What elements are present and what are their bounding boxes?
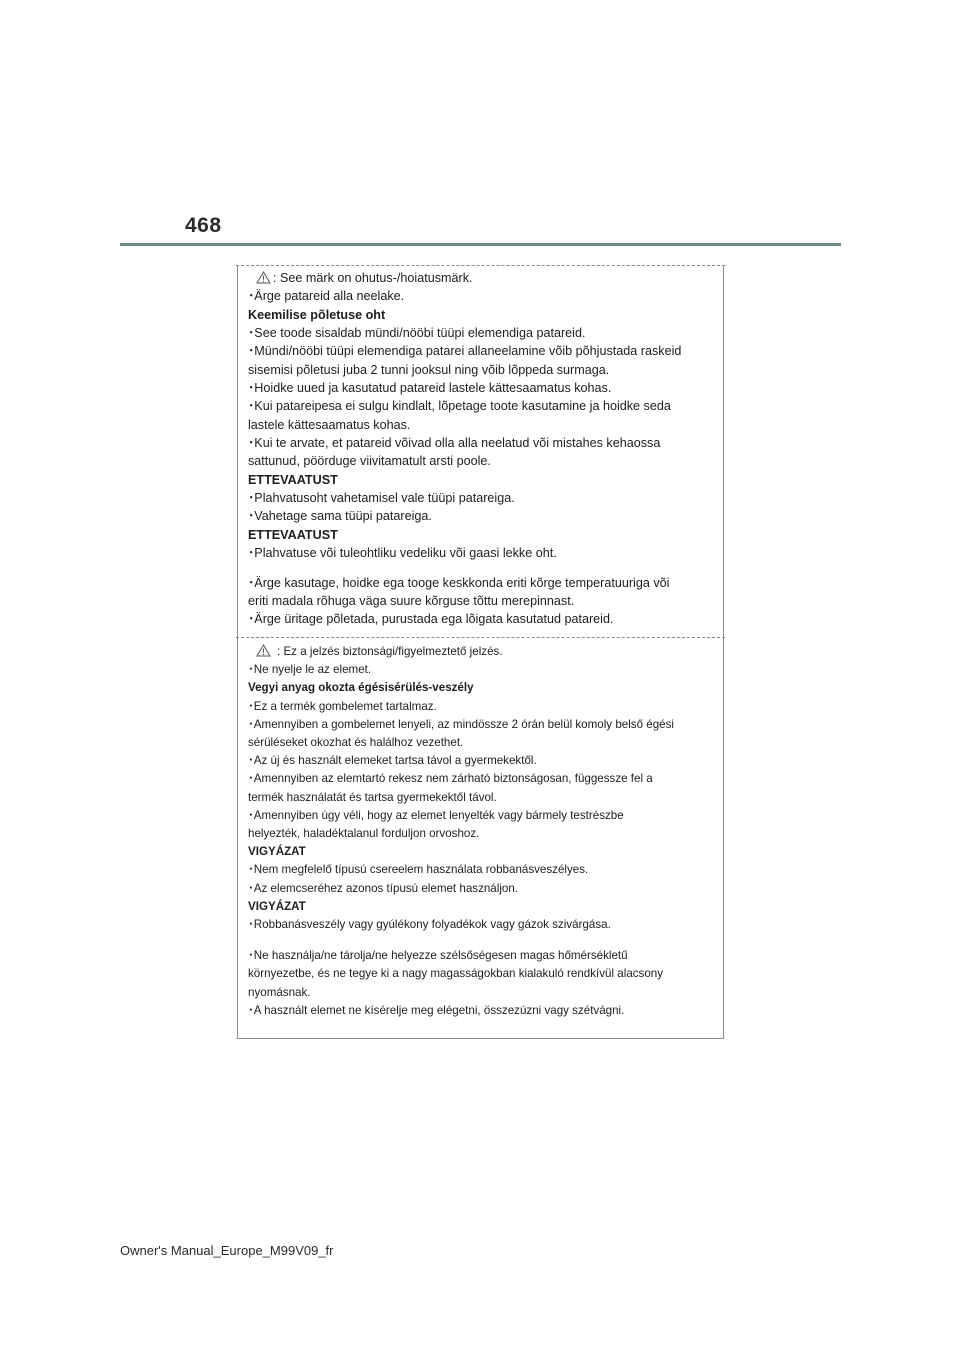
page-number: 468: [185, 214, 222, 237]
hungarian-warning-section: [248, 643, 715, 1020]
line: ･Kui patareipesa ei sulgu kindlalt, lõpetage toote kasutamine ja hoidke seda: [248, 399, 671, 414]
line: környezetbe, és ne tegye ki a nagy magasságokban kialakuló rendkívül alacsony: [248, 967, 664, 981]
spacer: [248, 563, 715, 574]
line: ･Nem megfelelő típusú csereelem használata robbanásveszélyes.: [248, 863, 589, 877]
line: ･A használt elemet ne kísérelje meg elégetni, összezúzni vagy szétvágni.: [248, 1003, 625, 1017]
line: ･Ne nyelje le az elemet.: [248, 663, 372, 677]
warning-triangle-icon: [256, 644, 271, 657]
hazard-heading: Vegyi anyag okozta égésisérülés-veszély: [248, 681, 474, 695]
line: ･Hoidke uued ja kasutatud patareid lastele kättesaamatus kohas.: [248, 381, 612, 396]
line: ･Ärge üritage põletada, purustada ega lõigata kasutatud patareid.: [248, 612, 614, 627]
hungarian-symbol-text: : Ez a jelzés biztonsági/figyelmeztető jelzés.: [277, 645, 503, 658]
line: ･Amennyiben az elemtartó rekesz nem zárható biztonságosan, függessze fel a: [248, 772, 653, 786]
warning-label-box: [237, 265, 724, 1039]
line: ･Ne használja/ne tárolja/ne helyezze szélsőségesen magas hőmérsékletű: [248, 949, 628, 963]
line: ･Vahetage sama tüüpi patareiga.: [248, 509, 432, 524]
header-rule: [120, 243, 841, 246]
line: lastele kättesaamatus kohas.: [248, 417, 411, 432]
hungarian-symbol-line: [248, 643, 715, 661]
caution-heading: VIGYÁZAT: [248, 899, 306, 913]
line: ･Kui te arvate, et patareid võivad olla alla neelatud või mistahes kehaossa: [248, 436, 661, 451]
footer-manual-id: Owner's Manual_Europe_M99V09_fr: [120, 1243, 334, 1258]
caution-heading: ETTEVAATUST: [248, 527, 338, 542]
line: ･See toode sisaldab mündi/nööbi tüüpi elemendiga patareid.: [248, 326, 586, 341]
warning-triangle-icon: [256, 271, 271, 284]
line: ･Robbanásveszély vagy gyúlékony folyadékok vagy gázok szivárgása.: [248, 918, 611, 932]
line: ･Plahvatusoht vahetamisel vale tüüpi patareiga.: [248, 491, 515, 506]
line: ･Amennyiben úgy véli, hogy az elemet lenyelték vagy bármely testrészbe: [248, 808, 624, 822]
caution-heading: VIGYÁZAT: [248, 845, 306, 859]
line: ･Amennyiben a gombelemet lenyeli, az mindössze 2 órán belül komoly belső égési: [248, 717, 674, 731]
line: ･Az elemcseréhez azonos típusú elemet használjon.: [248, 881, 519, 895]
line: ･Ärge patareid alla neelake.: [248, 289, 405, 304]
estonian-symbol-text: : See märk on ohutus-/hoiatusmärk.: [273, 271, 473, 285]
line: ･Az új és használt elemeket tartsa távol a gyermekektől.: [248, 754, 537, 768]
hazard-heading: Keemilise põletuse oht: [248, 307, 386, 322]
line: ･Ez a termék gombelemet tartalmaz.: [248, 699, 437, 713]
estonian-warning-section: [248, 269, 715, 629]
line: nyomásnak.: [248, 985, 311, 999]
caution-heading: ETTEVAATUST: [248, 472, 338, 487]
section-divider: [236, 637, 725, 638]
line: eriti madala rõhuga väga suure kõrguse tõttu merepinnast.: [248, 593, 575, 608]
line: helyezték, haladéktalanul forduljon orvoshoz.: [248, 827, 480, 841]
line: sérüléseket okozhat és halálhoz vezethet.: [248, 736, 464, 750]
line: sisemisi põletusi juba 2 tunni jooksul ning võib lõppeda surmaga.: [248, 362, 610, 377]
line: ･Mündi/nööbi tüüpi elemendiga patarei allaneelamine võib põhjustada raskeid: [248, 344, 682, 359]
line: sattunud, pöörduge viivitamatult arsti poole.: [248, 454, 491, 469]
estonian-symbol-line: [248, 269, 715, 287]
line: ･Plahvatuse või tuleohtliku vedeliku või gaasi lekke oht.: [248, 546, 557, 561]
line: termék használatát és tartsa gyermekektől távol.: [248, 790, 497, 804]
spacer: [248, 934, 715, 947]
line: ･Ärge kasutage, hoidke ega tooge keskkonda eriti kõrge temperatuuriga või: [248, 575, 670, 590]
